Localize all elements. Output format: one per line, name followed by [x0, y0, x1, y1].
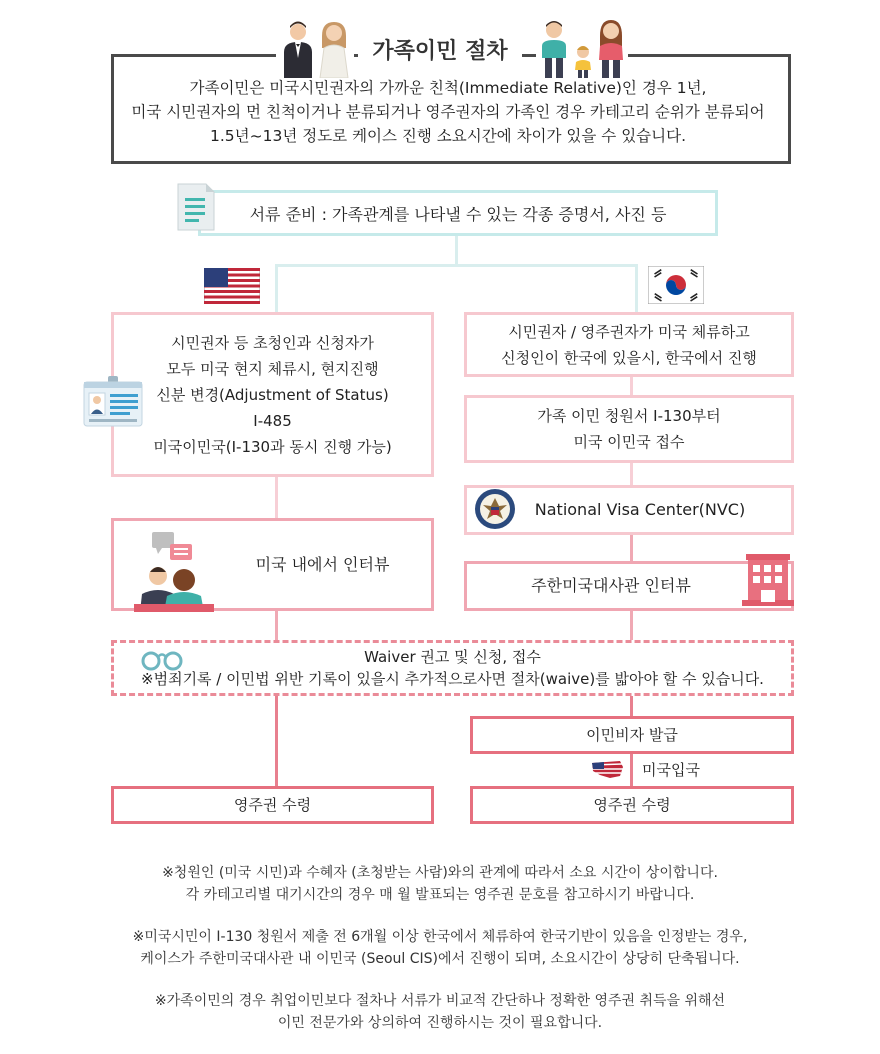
- header-line: 1.5년~13년 정도로 케이스 진행 소요시간에 차이가 있을 수 있습니다.: [209, 127, 687, 145]
- visa-issued-box: [470, 716, 794, 754]
- connector: [275, 477, 278, 520]
- connector: [275, 264, 638, 267]
- documents-label: 서류 준비 : 가족관계를 나타낼 수 있는 각종 증명서, 사진 등: [249, 204, 667, 224]
- state-department-seal-icon: [474, 488, 516, 530]
- footnote-line: ※가족이민의 경우 취업이민보다 절차나 서류가 비교적 간단하나 정확한 영주권 취득을 위해선: [154, 993, 726, 1009]
- petition-line: 미국 이민국 접수: [573, 433, 685, 451]
- connector: [630, 535, 633, 563]
- connector: [275, 696, 278, 788]
- connector: [635, 264, 638, 314]
- footnote-line: 각 카테고리별 대기시간의 경우 매 월 발표되는 영주권 문호를 참고하시기 바랍니다.: [185, 887, 695, 903]
- footnote-line: 케이스가 주한미국대사관 내 이민국 (Seoul CIS)에서 진행이 되며, 소요시간이 상당히 단축됩니다.: [140, 951, 740, 967]
- embassy-building-icon: [740, 552, 796, 610]
- us-flag-icon: [204, 268, 260, 304]
- green-card-box-left: [111, 786, 434, 824]
- adjustment-line: 미국이민국(I-130과 동시 진행 가능): [153, 437, 392, 456]
- petition-line: 가족 이민 청원서 I-130부터: [537, 407, 721, 425]
- visa-issued-label: 이민비자 발급: [586, 726, 678, 744]
- green-card-label: 영주권 수령: [593, 796, 671, 814]
- waiver-note: ※범죄기록 / 이민법 위반 기록이 있을시 추가적으로사면 절차(waive)를 밟아야 할 수 있습니다.: [141, 670, 764, 688]
- couple-icon: [276, 18, 354, 78]
- nvc-label: National Visa Center(NVC): [534, 500, 746, 519]
- us-interview-label: 미국 내에서 인터뷰: [255, 554, 390, 574]
- document-icon: [176, 182, 216, 232]
- connector: [455, 236, 458, 266]
- id-card-icon: [83, 376, 145, 428]
- us-map-flag-icon: [590, 759, 624, 779]
- page-title: 가족이민 절차: [358, 39, 521, 64]
- footnote: [0, 926, 880, 970]
- embassy-interview-label: 주한미국대사관 인터뷰: [531, 576, 691, 595]
- korea-process-box: [464, 312, 794, 377]
- connector: [630, 754, 633, 788]
- adjustment-line: 신분 변경(Adjustment of Status): [156, 385, 389, 404]
- family-icon: [536, 18, 628, 78]
- korea-process-line: 시민권자 / 영주권자가 미국 체류하고: [508, 322, 750, 341]
- adjustment-of-status-box: [111, 312, 434, 477]
- header-description: [111, 76, 785, 148]
- header-title-row: [0, 34, 880, 65]
- adjustment-line: 시민권자 등 초청인과 신청자가: [171, 333, 374, 352]
- korea-flag-icon: [648, 266, 704, 304]
- connector: [630, 611, 633, 642]
- connector: [275, 611, 278, 642]
- connector: [275, 264, 278, 314]
- footnote: [0, 862, 880, 906]
- interview-icon: [134, 530, 214, 612]
- connector: [630, 463, 633, 487]
- header-line: 가족이민은 미국시민권자의 가까운 친척(Immediate Relative)인 경우 1년,: [189, 79, 707, 97]
- petition-box: [464, 395, 794, 463]
- footnotes: [0, 862, 880, 1054]
- footnote-line: ※청원인 (미국 시민)과 수혜자 (초청받는 사람)와의 관계에 따라서 소요 시간이 상이합니다.: [162, 865, 718, 881]
- header-line: 미국 시민권자의 먼 친척이거나 분류되거나 영주권자의 가족인 경우 카테고리 순위가 분류되어: [131, 103, 765, 121]
- adjustment-line: 모두 미국 현지 체류시, 현지진행: [166, 359, 379, 378]
- connector: [630, 696, 633, 718]
- connector: [630, 377, 633, 397]
- footnote-line: 이민 전문가와 상의하여 진행하시는 것이 필요합니다.: [277, 1015, 603, 1031]
- waiver-title: Waiver 권고 및 신청, 접수: [364, 648, 541, 666]
- green-card-box-right: [470, 786, 794, 824]
- korea-process-line: 신청인이 한국에 있을시, 한국에서 진행: [501, 348, 757, 367]
- documents-box: [198, 190, 718, 236]
- waiver-box: [111, 640, 794, 696]
- footnote: [0, 990, 880, 1034]
- us-entry-label: 미국입국: [642, 761, 700, 779]
- green-card-label: 영주권 수령: [233, 796, 312, 814]
- adjustment-line: I-485: [253, 411, 292, 430]
- footnote-line: ※미국시민이 I-130 청원서 제출 전 6개월 이상 한국에서 체류하여 한국기반이 있음을 인정받는 경우,: [132, 929, 748, 945]
- handcuffs-icon: [140, 648, 184, 672]
